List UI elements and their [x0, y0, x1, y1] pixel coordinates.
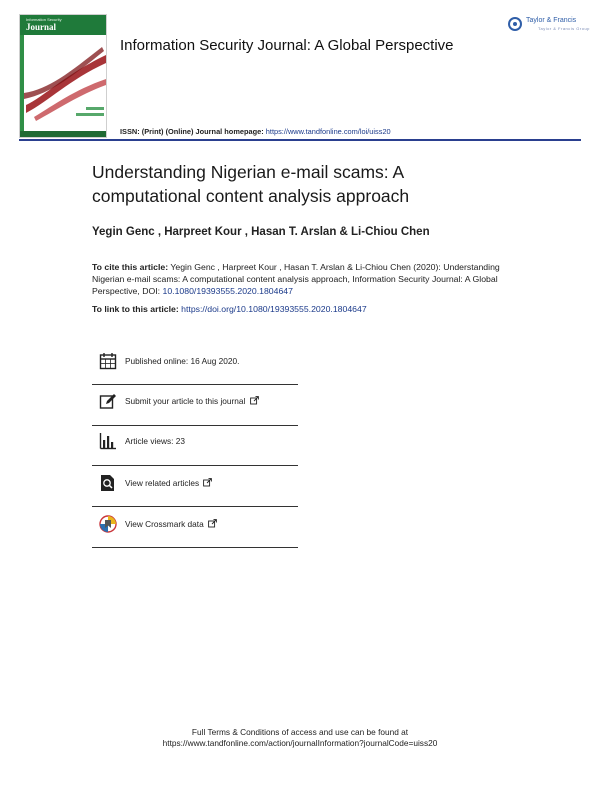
divider [92, 384, 298, 385]
divider [92, 506, 298, 507]
article-views: Article views: 23 [125, 436, 185, 446]
link-label: To link to this article: [92, 304, 179, 314]
crossmark-row[interactable] [92, 515, 298, 545]
logo-mark-icon [508, 17, 522, 31]
citation-label: To cite this article: [92, 262, 169, 272]
related-row[interactable] [92, 474, 298, 504]
divider [92, 425, 298, 426]
issn-label: ISSN: (Print) (Online) Journal homepage: [120, 127, 264, 136]
article-title: Understanding Nigerian e-mail scams: A computational content analysis approach [92, 162, 410, 206]
journal-title: Information Security Journal: A Global Perspective [120, 37, 454, 54]
cover-journal-word: Journal [26, 22, 57, 32]
external-link-icon [208, 519, 217, 528]
logo-sub: Taylor & Francis Group [538, 26, 590, 31]
published-row [92, 352, 298, 382]
logo-name: Taylor & Francis [526, 17, 577, 24]
citation-block [92, 261, 512, 297]
published-date: Published online: 16 Aug 2020. [125, 356, 240, 366]
cover-artwork [24, 35, 106, 131]
footer-url[interactable]: https://www.tandfonline.com/action/journalInformation?journalCode=uiss20 [162, 738, 438, 748]
bar-chart-icon [99, 432, 117, 450]
edit-icon [99, 392, 117, 410]
footer-terms: Full Terms & Conditions of access and use can be found at [191, 727, 409, 737]
issn-line [120, 127, 391, 136]
taylor-francis-logo[interactable] [508, 14, 590, 38]
journal-cover [19, 14, 107, 138]
article-authors: Yegin Genc , Harpreet Kour , Hasan T. Arslan & Li-Chiou Chen [92, 226, 430, 238]
divider [92, 465, 298, 466]
external-link-icon [203, 478, 212, 487]
submit-row[interactable] [92, 392, 298, 422]
external-link-icon [250, 396, 259, 405]
cover-small-title: Information Security [26, 17, 62, 22]
header-rule [19, 139, 581, 141]
link-to-article [92, 304, 367, 314]
calendar-icon [99, 352, 117, 370]
citation-doi-link[interactable]: 10.1080/19393555.2020.1804647 [162, 286, 293, 296]
journal-homepage-link[interactable]: https://www.tandfonline.com/loi/uiss20 [265, 127, 391, 136]
crossmark-icon [99, 515, 117, 533]
search-document-icon [99, 474, 117, 492]
footer [0, 727, 600, 749]
citation-text: Yegin Genc , Harpreet Kour , Hasan T. Arslan & Li-Chiou Chen (2020): Understanding Nigerian e-mail scams: A computational content analysis approach, Information Security Journal: A Global Perspective, DOI: [92, 262, 500, 296]
crossmark-link[interactable]: View Crossmark data [125, 519, 217, 529]
views-row [92, 432, 298, 462]
article-doi-url[interactable]: https://doi.org/10.1080/19393555.2020.1804647 [181, 304, 367, 314]
related-articles-link[interactable]: View related articles [125, 478, 212, 488]
divider [92, 547, 298, 548]
submit-article-link[interactable]: Submit your article to this journal [125, 396, 259, 406]
